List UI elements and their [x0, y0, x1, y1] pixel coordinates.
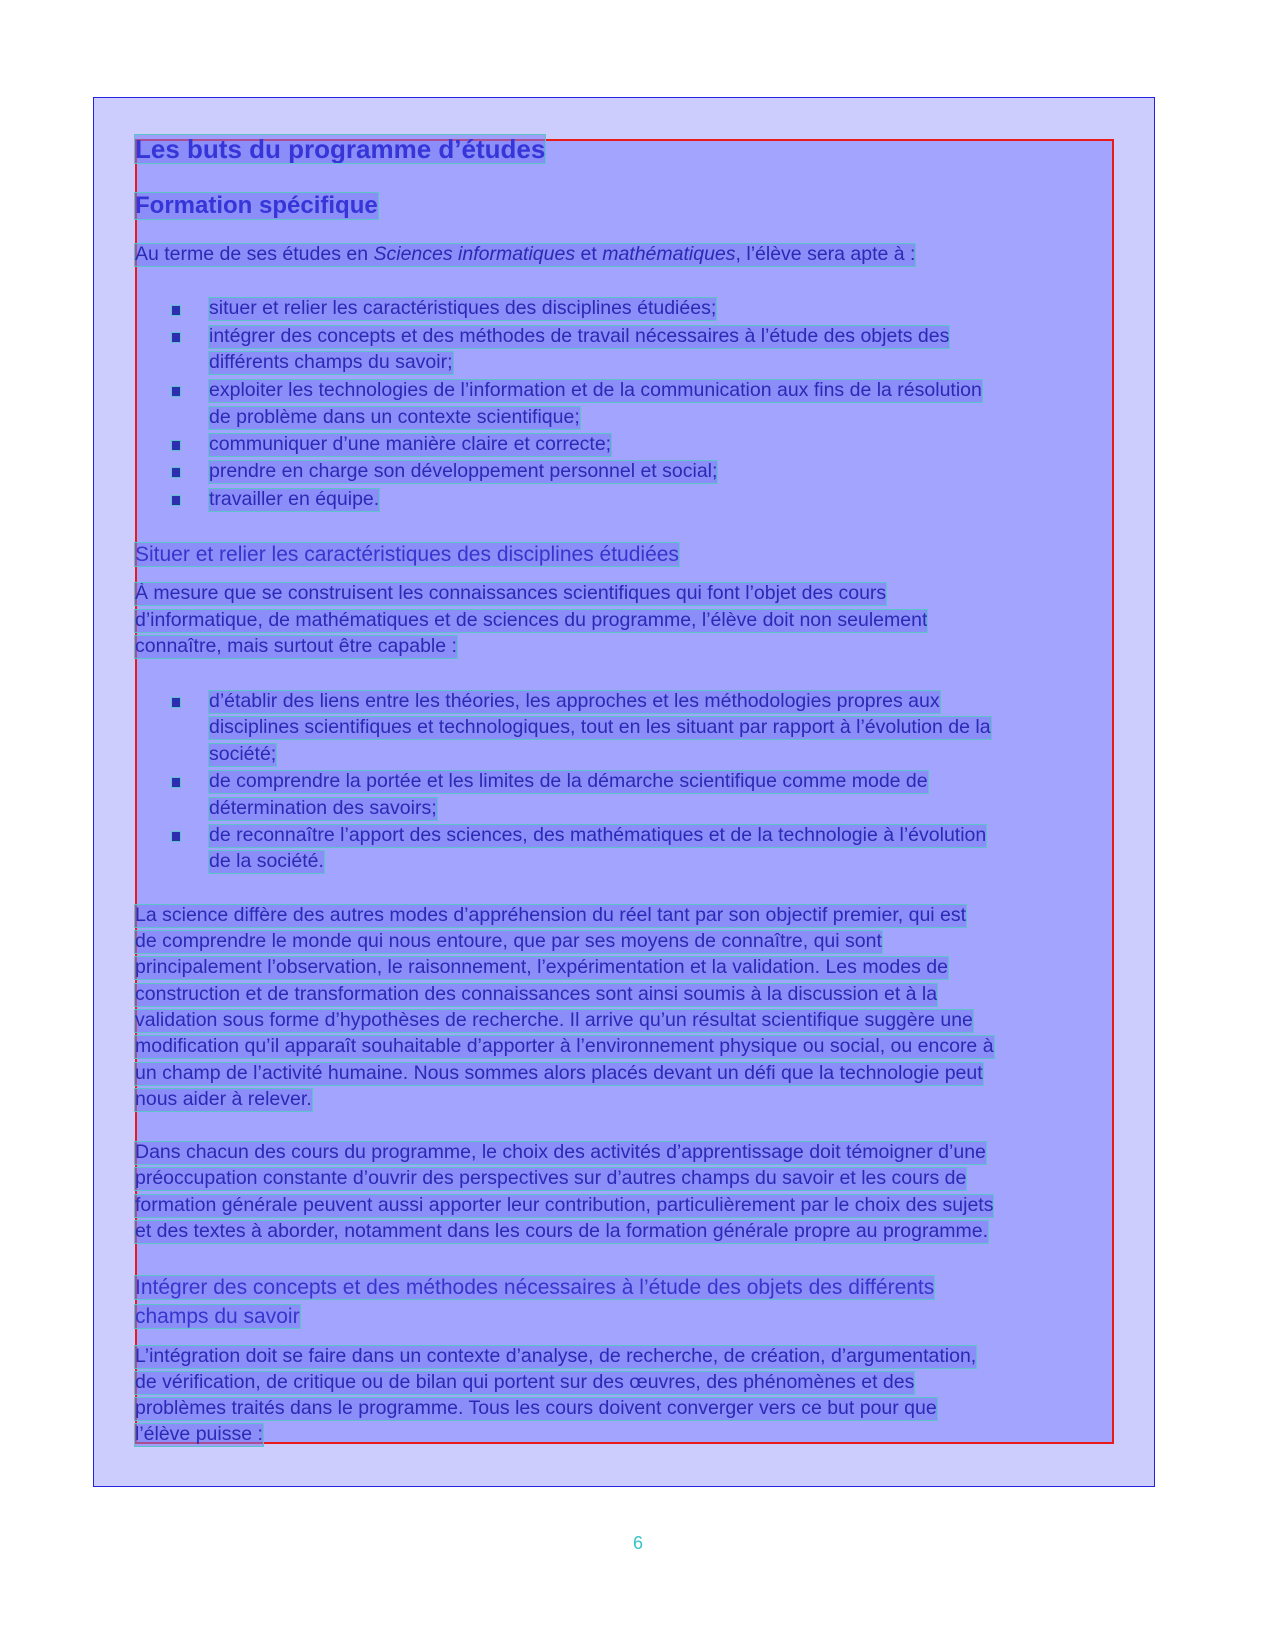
section-heading: Intégrer des concepts et des méthodes nécessaires à l’étude des objets des différents: [135, 1276, 935, 1299]
intro-emphasis-1: Sciences informatiques: [373, 243, 576, 265]
paragraph-line: de vérification, de critique ou de bilan qui portent sur des œuvres, des phénomènes et des: [135, 1371, 915, 1393]
paragraph-line: construction et de transformation des connaissances sont ainsi soumis à la discussion et à la: [135, 983, 938, 1005]
paragraph-line: connaître, mais surtout être capable :: [135, 635, 457, 657]
bullet-icon: [172, 496, 180, 505]
paragraph-line: L’intégration doit se faire dans un contexte d’analyse, de recherche, de création, d’argumentation,: [135, 1345, 977, 1367]
paragraph-line: principalement l’observation, le raisonnement, l’expérimentation et la validation. Les modes de: [135, 956, 948, 978]
section-heading: Situer et relier les caractéristiques des disciplines étudiées: [135, 543, 679, 566]
paragraph-line: validation sous forme d’hypothèses de recherche. Il arrive qu’un résultat scientifique suggère une: [135, 1009, 973, 1031]
list-item-continuation: de la société.: [209, 850, 324, 872]
list-item: exploiter les technologies de l’information et de la communication aux fins de la résolution: [209, 379, 982, 401]
paragraph-line: un champ de l’activité humaine. Nous sommes alors placés devant un défi que la technologie peut: [135, 1062, 983, 1084]
paragraph-line: modification qu’il apparaît souhaitable d’apporter à l’environnement physique ou social, ou encore à: [135, 1035, 994, 1057]
list-item: de comprendre la portée et les limites de la démarche scientifique comme mode de: [209, 770, 928, 792]
paragraph-line: La science diffère des autres modes d’appréhension du réel tant par son objectif premier, qui est: [135, 904, 967, 926]
intro-emphasis-2: mathématiques: [602, 243, 736, 265]
bullet-icon: [172, 698, 180, 707]
page-number: 6: [633, 1533, 644, 1553]
bullet-icon: [172, 832, 180, 841]
list-item: situer et relier les caractéristiques des disciplines étudiées;: [209, 297, 717, 319]
paragraph-line: préoccupation constante d’ouvrir des perspectives sur d’autres champs du savoir et les cours de: [135, 1167, 967, 1189]
bullet-icon: [172, 387, 180, 396]
paragraph-line: Dans chacun des cours du programme, le choix des activités d’apprentissage doit témoigner d’une: [135, 1141, 986, 1163]
paragraph-line: et des textes à aborder, notamment dans les cours de la formation générale propre au programme.: [135, 1220, 989, 1242]
paragraph-line: de comprendre le monde qui nous entoure, que par ses moyens de connaître, qui sont: [135, 930, 882, 952]
paragraph-line: À mesure que se construisent les connaissances scientifiques qui font l’objet des cours: [135, 582, 887, 604]
paragraph-line: nous aider à relever.: [135, 1088, 312, 1110]
list-item: de reconnaître l’apport des sciences, des mathématiques et de la technologie à l’évolution: [209, 824, 987, 846]
list-item: prendre en charge son développement personnel et social;: [209, 460, 718, 482]
list-item: travailler en équipe.: [209, 488, 380, 510]
section-heading-continuation: champs du savoir: [135, 1305, 300, 1328]
intro-prefix: Au terme de ses études en: [135, 243, 374, 265]
intro-suffix: , l’élève sera apte à :: [735, 243, 916, 265]
bullet-icon: [172, 306, 180, 315]
bullet-icon: [172, 468, 180, 477]
page-title: Les buts du programme d’études: [135, 134, 546, 164]
list-item-continuation: disciplines scientifiques et technologiques, tout en les situant par rapport à l’évolution de la: [209, 716, 991, 738]
list-item: intégrer des concepts et des méthodes de travail nécessaires à l’étude des objets des: [209, 325, 950, 347]
bullet-icon: [172, 333, 180, 342]
list-item: d’établir des liens entre les théories, les approches et les méthodologies propres aux: [209, 690, 940, 712]
paragraph-line: problèmes traités dans le programme. Tous les cours doivent converger vers ce but pour que: [135, 1397, 937, 1419]
paragraph-line: d’informatique, de mathématiques et de sciences du programme, l’élève doit non seulement: [135, 609, 928, 631]
bullet-icon: [172, 441, 180, 450]
paragraph-line: formation générale peuvent aussi apporter leur contribution, particulièrement par le choix des sujets: [135, 1194, 994, 1216]
paragraph-line: l’élève puisse :: [135, 1423, 263, 1445]
list-item-continuation: société;: [209, 743, 277, 765]
list-item-continuation: différents champs du savoir;: [209, 351, 453, 373]
list-item-continuation: détermination des savoirs;: [209, 797, 437, 819]
list-item-continuation: de problème dans un contexte scientifique;: [209, 406, 580, 428]
intro-sentence: [135, 244, 915, 266]
section-subtitle: Formation spécifique: [135, 192, 378, 219]
list-item: communiquer d’une manière claire et correcte;: [209, 433, 612, 455]
intro-mid: et: [575, 243, 603, 265]
bullet-icon: [172, 778, 180, 787]
